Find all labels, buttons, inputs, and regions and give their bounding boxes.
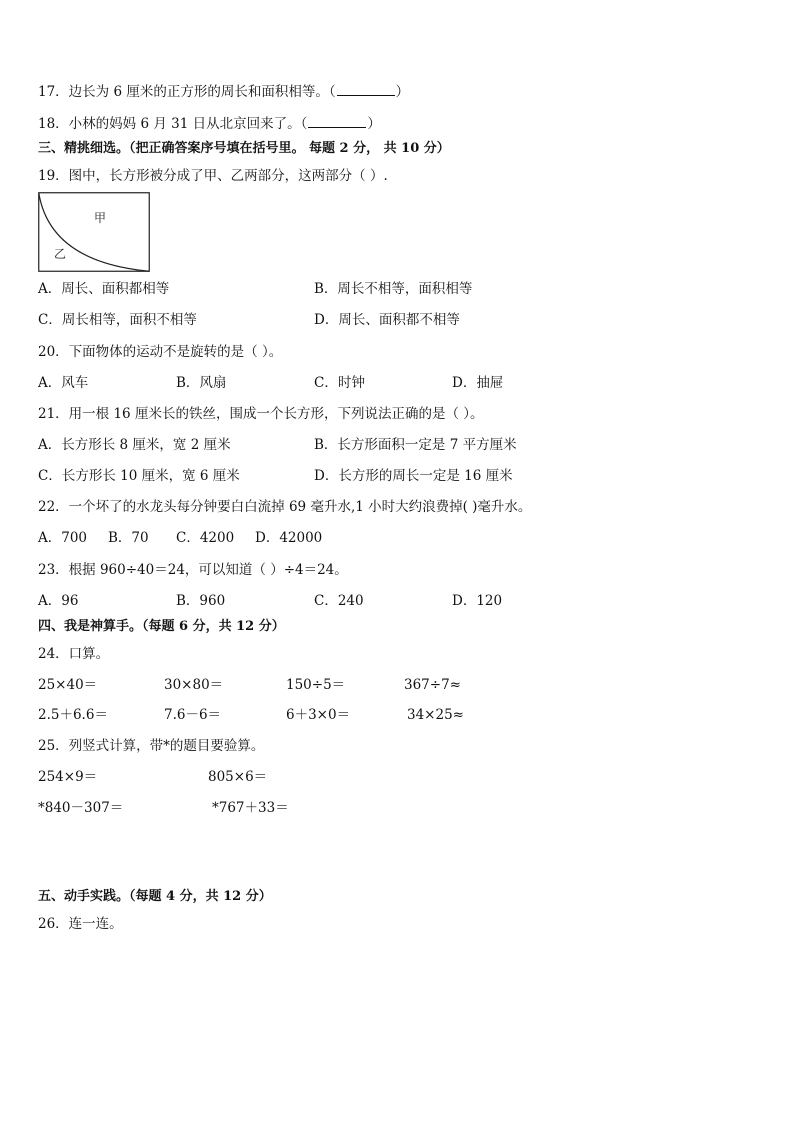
q19-option-c[interactable]: C．周长相等，面积不相等 <box>38 312 197 328</box>
q24-expr-3: 150÷5＝ <box>286 677 346 693</box>
q25-expr-1: 254×9＝ <box>38 769 98 785</box>
q22-option-c[interactable]: C．4200 <box>176 530 235 546</box>
question-18 <box>38 115 381 133</box>
q21-option-c[interactable]: C．长方形长 10 厘米，宽 6 厘米 <box>38 468 240 484</box>
question-24-stem: 24．口算。 <box>38 646 110 662</box>
q22-option-a[interactable]: A．700 <box>38 530 88 546</box>
question-23-stem: 23．根据 960÷40＝24，可以知道（ ）÷4＝24。 <box>38 562 348 578</box>
question-21-stem: 21．用一根 16 厘米长的铁丝，围成一个长方形，下列说法正确的是（ ）。 <box>38 406 484 422</box>
question-17-close: ） <box>395 84 410 100</box>
question-22-stem: 22．一个坏了的水龙头每分钟要白白流掉 69 毫升水,1 小时大约浪费掉( )毫升水。 <box>38 499 532 515</box>
label-jia: 甲 <box>94 211 107 225</box>
q20-option-a[interactable]: A．风车 <box>38 375 89 391</box>
section-3-heading: 三、精挑细选。（把正确答案序号填在括号里。 每题 2 分， 共 10 分） <box>38 141 450 156</box>
q21-option-b[interactable]: B．长方形面积一定是 7 平方厘米 <box>314 437 517 453</box>
q24-expr-2: 30×80＝ <box>164 677 224 693</box>
q23-option-d[interactable]: D．120 <box>452 593 503 609</box>
q21-option-a[interactable]: A．长方形长 8 厘米，宽 2 厘米 <box>38 437 231 453</box>
question-18-close: ） <box>367 116 381 132</box>
q19-option-b[interactable]: B．周长不相等，面积相等 <box>314 281 473 297</box>
answer-blank-17[interactable] <box>337 83 395 96</box>
question-26-stem: 26．连一连。 <box>38 916 123 932</box>
q20-option-c[interactable]: C．时钟 <box>314 375 365 391</box>
q23-option-b[interactable]: B．960 <box>176 593 226 609</box>
q24-expr-8: 34×25≈ <box>407 707 464 723</box>
question-17-text: 17．边长为 6 厘米的正方形的周长和面积相等。（ <box>38 84 336 100</box>
section-5-heading: 五、动手实践。（每题 4 分，共 12 分） <box>38 889 272 904</box>
section-4-heading: 四、我是神算手。（每题 6 分，共 12 分） <box>38 619 285 634</box>
q20-option-b[interactable]: B．风扇 <box>176 375 227 391</box>
q24-expr-4: 367÷7≈ <box>404 677 461 693</box>
q19-option-d[interactable]: D．周长、面积都不相等 <box>314 312 460 328</box>
q24-expr-7: 6＋3×0＝ <box>286 707 351 723</box>
question-18-text: 18．小林的妈妈 6 月 31 日从北京回来了。（ <box>38 116 308 132</box>
answer-blank-18[interactable] <box>308 115 366 128</box>
question-19-stem: 19．图中，长方形被分成了甲、乙两部分，这两部分（ ）. <box>38 168 388 184</box>
q20-option-d[interactable]: D．抽屉 <box>452 375 504 391</box>
q23-option-a[interactable]: A．96 <box>38 593 79 609</box>
q24-expr-6: 7.6－6＝ <box>164 707 222 723</box>
question-25-stem: 25．列竖式计算，带*的题目要验算。 <box>38 738 265 754</box>
q25-expr-4: *767＋33＝ <box>212 800 289 816</box>
q22-option-d[interactable]: D．42000 <box>255 530 323 546</box>
q22-option-b[interactable]: B．70 <box>108 530 149 546</box>
question-17 <box>38 83 409 101</box>
q25-expr-3: *840－307＝ <box>38 800 124 816</box>
question-20-stem: 20．下面物体的运动不是旋转的是（ ）。 <box>38 344 283 360</box>
label-yi: 乙 <box>54 247 67 261</box>
q23-option-c[interactable]: C．240 <box>314 593 364 609</box>
q25-expr-2: 805×6＝ <box>208 769 268 785</box>
q24-expr-5: 2.5＋6.6＝ <box>38 707 108 723</box>
q19-option-a[interactable]: A．周长、面积都相等 <box>38 281 170 297</box>
q24-expr-1: 25×40＝ <box>38 677 98 693</box>
q21-option-d[interactable]: D．长方形的周长一定是 16 厘米 <box>314 468 513 484</box>
rectangle-figure <box>38 192 150 272</box>
